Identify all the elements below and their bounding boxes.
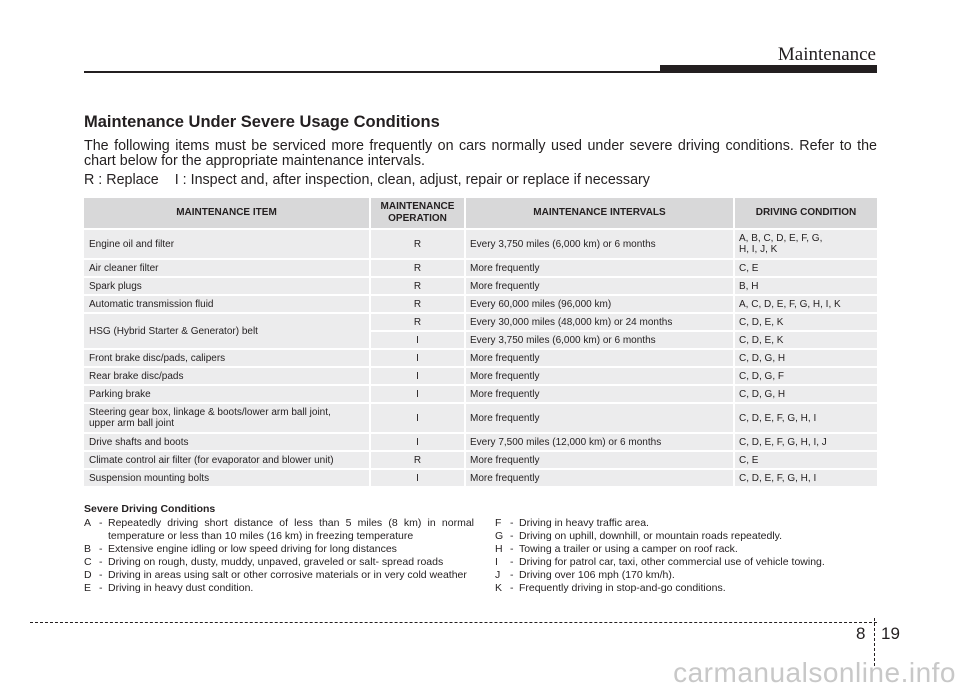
cell-condition: C, D, G, H [735,386,877,402]
condition-item [84,543,474,556]
cell-item: Suspension mounting bolts [84,470,371,486]
cell-condition: C, D, E, K [735,314,877,330]
condition-key: B [84,543,92,555]
cell-interval: More frequently [466,368,735,384]
condition-text: Driving for patrol car, taxi, other commercial use of vehicle towing. [519,556,825,568]
condition-text: Extensive engine idling or low speed driving for long distances [108,543,397,555]
cell-item: Spark plugs [84,278,371,294]
condition-dash: - [99,569,103,581]
table-row [84,314,877,330]
condition-text: Driving on uphill, downhill, or mountain roads repeatedly. [519,530,783,542]
condition-text: Driving in heavy traffic area. [519,517,649,529]
cell-condition: C, D, G, H [735,350,877,366]
severe-conditions-title: Severe Driving Conditions [84,503,216,515]
condition-key: H [495,543,503,555]
cell-operation: I [371,332,466,348]
cell-item: Climate control air filter (for evaporator and blower unit) [84,452,371,468]
cell-condition: C, E [735,452,877,468]
cell-interval: More frequently [466,404,735,432]
condition-item [495,530,877,543]
cell-operation: R [371,296,466,312]
cell-operation: R [371,230,466,258]
cell-condition: C, D, E, K [735,332,877,348]
header-operation-line2: OPERATION [388,213,447,224]
cell-condition: C, D, G, F [735,368,877,384]
table-row [84,278,877,294]
table-row [84,230,877,258]
cell-interval: More frequently [466,350,735,366]
cell-operation: I [371,386,466,402]
condition-item [495,582,877,595]
table-row [84,434,877,450]
cell-item-line2: upper arm ball joint [89,418,175,429]
header-operation [371,198,466,228]
header-interval: MAINTENANCE INTERVALS [466,198,735,228]
condition-item [84,582,474,595]
maintenance-table [84,196,877,488]
table-row [84,260,877,276]
cell-operation: R [371,278,466,294]
cell-interval: Every 7,500 miles (12,000 km) or 6 months [466,434,735,450]
legend-inspect: I : Inspect and, after inspection, clean, adjust, repair or replace if necessary [174,172,650,188]
condition-item [495,543,877,556]
cell-condition: C, D, E, F, G, H, I, J [735,434,877,450]
condition-dash: - [99,543,103,555]
condition-item [84,517,474,543]
cell-condition [735,230,877,258]
condition-key: I [495,556,498,568]
condition-key: K [495,582,503,594]
cell-interval: Every 60,000 miles (96,000 km) [466,296,735,312]
cell-interval: Every 30,000 miles (48,000 km) or 24 months [466,314,735,330]
condition-dash: - [510,517,514,529]
condition-dash: - [99,517,103,529]
condition-key: E [84,582,92,594]
table-row [84,386,877,402]
header-rule [84,71,664,73]
table-row [84,404,877,432]
cell-operation: R [371,314,466,330]
cell-interval: More frequently [466,452,735,468]
condition-dash: - [510,582,514,594]
condition-text: Towing a trailer or using a camper on roof rack. [519,543,738,555]
cell-condition: A, C, D, E, F, G, H, I, K [735,296,877,312]
table-row [84,296,877,312]
severe-conditions-right [495,517,877,595]
header-condition: DRIVING CONDITION [735,198,877,228]
cell-operation: I [371,434,466,450]
cell-condition: B, H [735,278,877,294]
condition-item [495,556,877,569]
condition-text: Driving in heavy dust condition. [108,582,254,594]
cell-condition: C, E [735,260,877,276]
condition-key: D [84,569,92,581]
cell-item: Drive shafts and boots [84,434,371,450]
condition-text: Driving on rough, dusty, muddy, unpaved, graveled or salt- spread roads [108,556,444,568]
cell-condition: C, D, E, F, G, H, I [735,470,877,486]
cell-interval: Every 3,750 miles (6,000 km) or 6 months [466,332,735,348]
cell-interval: More frequently [466,278,735,294]
header-rule-bar [660,65,877,73]
condition-item [84,569,474,582]
cell-item: Engine oil and filter [84,230,371,258]
cell-interval: More frequently [466,260,735,276]
cell-operation: R [371,452,466,468]
legend-replace: R : Replace [84,172,159,188]
cell-item-line1: Steering gear box, linkage & boots/lower arm ball joint, [89,407,331,418]
cell-operation: I [371,470,466,486]
page-heading: Maintenance Under Severe Usage Conditions [84,113,440,131]
cell-item: Rear brake disc/pads [84,368,371,384]
condition-item [495,517,877,530]
condition-key: F [495,517,502,529]
cell-operation: I [371,350,466,366]
condition-dash: - [99,582,103,594]
watermark: carmanualsonline.info [673,657,956,688]
table-row [84,368,877,384]
severe-conditions-left [84,517,474,595]
condition-dash: - [510,530,514,542]
cell-item: Air cleaner filter [84,260,371,276]
section-title: Maintenance [777,44,876,65]
cell-item: Front brake disc/pads, calipers [84,350,371,366]
cell-condition-line2: H, I, J, K [739,244,778,255]
chapter-number: 8 [856,624,866,643]
cell-item: Parking brake [84,386,371,402]
condition-text: Frequently driving in stop-and-go conditions. [519,582,726,594]
condition-text: Repeatedly driving short distance of less than 5 miles (8 km) in normal temperature or less than 10 miles (16 km) in freezing temperature [108,517,474,542]
condition-item [495,569,877,582]
condition-key: J [495,569,501,581]
cell-condition-line1: A, B, C, D, E, F, G, [739,233,823,244]
cell-operation: I [371,404,466,432]
condition-key: A [84,517,92,529]
condition-dash: - [99,556,103,568]
condition-dash: - [510,556,514,568]
condition-item [84,556,474,569]
intro-paragraph: The following items must be serviced more frequently on cars normally used under severe driving conditions. Refer to the chart below for the appropriate maintenance intervals. [84,138,877,169]
operation-legend [84,172,650,188]
cell-operation: R [371,260,466,276]
table-row [84,470,877,486]
cell-interval: Every 3,750 miles (6,000 km) or 6 months [466,230,735,258]
cell-item: Automatic transmission fluid [84,296,371,312]
footer-rule [30,622,877,623]
table-header-row [84,198,877,228]
condition-text: Driving over 106 mph (170 km/h). [519,569,675,581]
table-row [84,452,877,468]
cell-interval: More frequently [466,386,735,402]
header-item: MAINTENANCE ITEM [84,198,371,228]
header-operation-line1: MAINTENANCE [380,201,455,212]
condition-dash: - [510,569,514,581]
condition-dash: - [510,543,514,555]
condition-key: G [495,530,504,542]
cell-item [84,404,371,432]
condition-text: Driving in areas using salt or other corrosive materials or in very cold weather [108,569,467,581]
cell-item: HSG (Hybrid Starter & Generator) belt [84,314,371,348]
condition-key: C [84,556,92,568]
cell-condition: C, D, E, F, G, H, I [735,404,877,432]
cell-operation: I [371,368,466,384]
table-row [84,350,877,366]
page-number: 19 [881,624,900,643]
severe-conditions [84,503,877,595]
cell-interval: More frequently [466,470,735,486]
